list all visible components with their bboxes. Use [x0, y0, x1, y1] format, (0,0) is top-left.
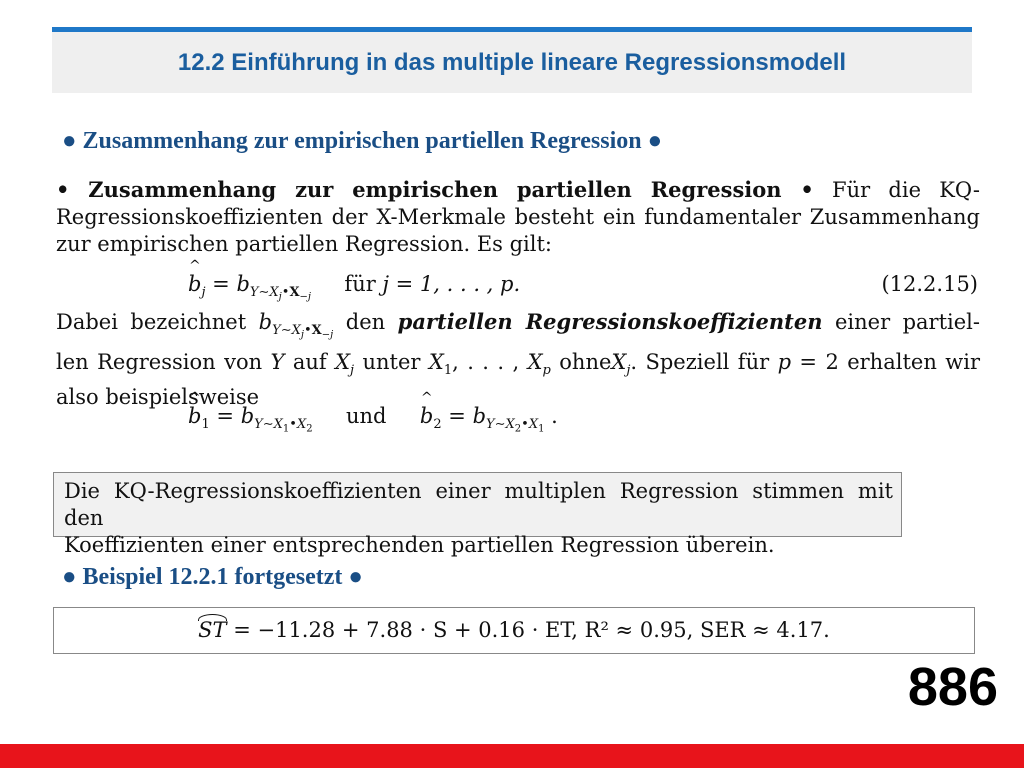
text-unter: unter [362, 349, 421, 374]
paragraph-intro-line3: zur empirischen partiellen Regression. Es gilt: [56, 232, 553, 256]
section-heading-partial-regression: ● Zusammenhang zur empirischen partiellen Regression ● [62, 128, 663, 154]
paragraph-explanation-line3: also beispielsweise [56, 384, 260, 409]
paragraph-intro [56, 176, 980, 258]
footer-bar [0, 744, 1024, 768]
example-formula-rhs: = −11.28 + 7.88 · S + 0.16 · ET, R² ≈ 0.95, SER ≈ 4.17. [226, 618, 830, 642]
text-dabei: Dabei bezeichnet [56, 310, 247, 334]
paragraph-explanation-line1: Dabei bezeichnet $b_{Y\sim X_j•X_{-j}}$ den partiellen Regressionskoeffizienten einer partiel- [56, 309, 980, 341]
equation-fuer: für [344, 272, 376, 296]
text-len-regression: len Regression von [56, 349, 263, 374]
equation-range: j = 1, . . . , p. [382, 272, 521, 296]
b-hat-j: ^ b [188, 272, 201, 296]
summary-box-line2: Koeffizienten einer entsprechenden partiellen Regression überein. [64, 533, 775, 557]
example-formula [54, 618, 974, 642]
page-number: 886 [907, 657, 998, 717]
paragraph-explanation-line2: len Regression von Y auf $X_j$ unter $X_1$, . . . , $X_p$ ohneX$_j$. Speziell für p = 2 erhalten wir [56, 349, 980, 378]
paragraph-intro-line1 [56, 176, 980, 204]
text-und: und [345, 404, 387, 428]
text-auf: auf [292, 349, 327, 374]
section-heading-example: ● Beispiel 12.2.1 fortgesetzt ● [62, 564, 363, 590]
text-den: den [345, 310, 386, 334]
example-formula-box [53, 607, 975, 654]
text-erhalten: erhalten wir [847, 349, 980, 374]
text-ohne: ohne [559, 349, 612, 374]
text-einer-partiel: einer partiel- [834, 310, 980, 334]
equation-12-2-15: ^ $b_j = b_{Y\sim X_j•X_{-j}}$ für j = 1, . . . , p. [188, 272, 520, 303]
paragraph-lead-bold: • Zusammenhang zur empirischen partiellen Regression • [56, 177, 814, 202]
header-band [52, 27, 972, 93]
st-hat: ST [198, 618, 227, 642]
summary-box-line1: Die KQ-Regressionskoeffizienten einer multiplen Regression stimmen mit den [64, 479, 893, 530]
equation-example: ^ $b_1 = b_{Y\sim X_1•X_2}$ und ^ $b_2 = b_{Y\sim X_2•X_1}$ . [188, 404, 558, 435]
summary-box [53, 472, 902, 557]
paragraph-intro-line1-rest: Für die KQ- [832, 178, 980, 202]
page-title: 12.2 Einführung in das multiple lineare Regressionsmodell [177, 49, 847, 76]
equation-number: (12.2.15) [881, 272, 978, 296]
paragraph-intro-line2: Regressionskoeffizienten der X-Merkmale besteht ein fundamentaler Zusammenhang [56, 205, 980, 229]
term-partial-coefficients: partiellen Regressionskoeffizienten [397, 309, 823, 334]
text-speziell: . Speziell für [630, 349, 770, 374]
